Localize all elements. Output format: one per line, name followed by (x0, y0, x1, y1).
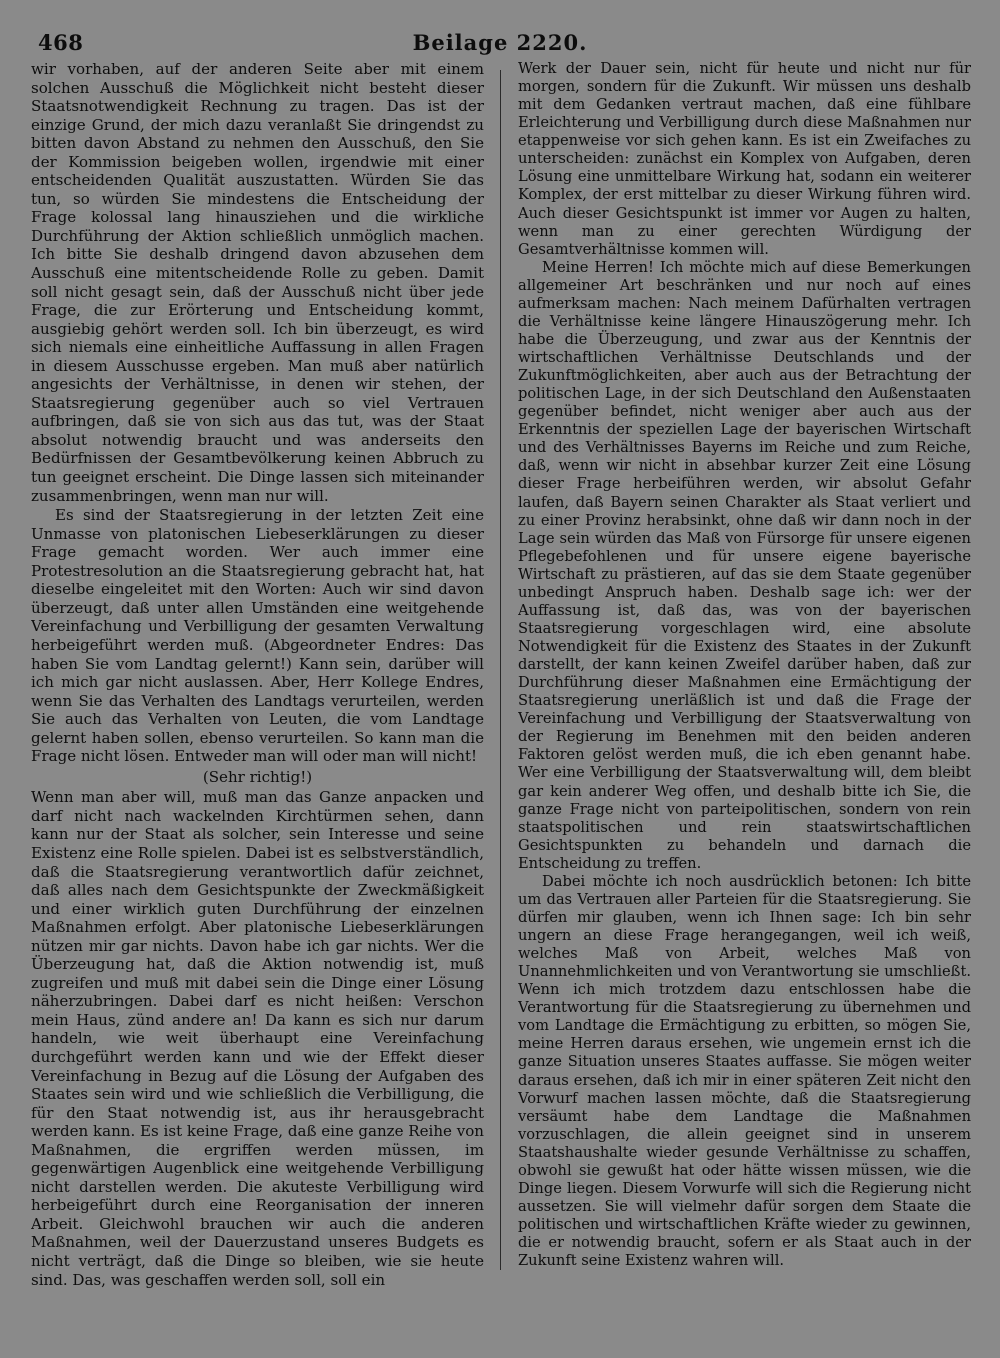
paragraph: Dabei möchte ich noch ausdrücklich betonen: Ich bitte um das Vertrauen aller Parteien für die Staatsregierung. Sie dürfen mir glauben, wenn ich Ihnen sage: Ich bin sehr ungern an diese Frage herangegangen, weil ich weiß, welches Maß von Arbeit, welches Maß von Unannehmlichkeiten und von Verantwortung sie umschließt. Wenn ich mich trotzdem dazu entschlossen habe die Verantwortung für die Staatsregierung zu übernehmen und vom Landtage die Ermächtigung zu erbitten, so mögen Sie, meine Herren daraus ersehen, wie ungemein ernst ich die ganze Situation unseres Staates auffasse. Sie mögen weiter daraus ersehen, daß ich mir in einer späteren Zeit nicht den Vorwurf machen lassen möchte, daß die Staatsregierung versäumt habe dem Landtage die Maßnahmen vorzuschlagen, die allein geeignet sind in unserem Staatshaushalte wieder gesunde Verhältnisse zu schaffen, obwohl sie gewußt hat oder hätte wissen müssen, wie die Dinge liegen. Diesem Vorwurfe will sich die Regierung nicht aussetzen. Sie will vielmehr dafür sorgen dem Staate die politischen und wirtschaftlichen Kräfte wieder zu gewinnen, die er notwendig braucht, sofern er als Staat auch in der Zukunft seine Existenz wahren will. (518, 872, 971, 1270)
running-head: Beilage 2220. (412, 30, 588, 55)
paragraph: wir vorhaben, auf der anderen Seite aber mit einem solchen Ausschuß die Möglichkeit nicht besteht dieser Staatsnotwendigkeit Rechnung zu tragen. Das ist der einzige Grund, der mich dazu veranlaßt Sie dringendst zu bitten davon Abstand zu nehmen den Ausschuß, den Sie der Kommission beigeben wollen, irgendwie mit einer entscheidenden Qualität auszustatten. Würden Sie das tun, so würden Sie mindestens die Entscheidung der Frage kolossal lang hinausziehen und die wirkliche Durchführung der Aktion schließlich unmöglich machen. Ich bitte Sie deshalb dringend davon abzusehen dem Ausschuß eine mitentscheidende Rolle zu geben. Damit soll nicht gesagt sein, daß der Ausschuß nicht über jede Frage, die zur Erörterung und Entscheidung kommt, ausgiebig gehört werden soll. Ich bin überzeugt, es wird sich niemals eine einheitliche Auffassung in allen Fragen in diesem Ausschusse ergeben. Man muß aber natürlich angesichts der Verhältnisse, in denen wir stehen, der Staatsregierung gegenüber auch so viel Vertrauen aufbringen, daß sie von sich aus das tut, was der Staat absolut notwendig braucht und was anderseits den Bedürfnissen der Gesamtbevölkerung keinen Abbruch zu tun geeignet erscheint. Die Dinge lassen sich miteinander zusammenbringen, wenn man nur will. (31, 60, 484, 505)
page-number: 468 (38, 30, 84, 55)
right-column (518, 60, 971, 1292)
interjection: (Sehr richtig!) (202, 767, 313, 786)
paragraph: Wenn man aber will, muß man das Ganze anpacken und darf nicht nach wackelnden Kirchtürmen sehen, dann kann nur der Staat als solcher, sein Interesse und seine Existenz eine Rolle spielen. Dabei ist es selbstverständlich, daß die Staatsregierung verantwortlich dafür zeichnet, daß alles nach dem Gesichtspunkte der Zweckmäßigkeit und einer wirklich guten Durchführung der einzelnen Maßnahmen erfolgt. Aber platonische Liebeserklärungen nützen mir gar nichts. Davon habe ich gar nichts. Wer die Überzeugung hat, daß die Aktion notwendig ist, muß zugreifen und muß mit dabei sein die Dinge einer Lösung näherzubringen. Dabei darf es nicht heißen: Verschon mein Haus, zünd andere an! Da kann es sich nur darum handeln, wie weit überhaupt eine Vereinfachung durchgeführt werden kann und wie der Effekt dieser Vereinfachung in Bezug auf die Lösung der Aufgaben des Staates sein wird und wie schließlich die Verbilligung, die für den Staat notwendig ist, aus ihr herausgebracht werden kann. Es ist keine Frage, daß eine ganze Reihe von Maßnahmen, die ergriffen werden müssen, im gegenwärtigen Augenblick eine weitgehende Verbilligung nicht darstellen werden. Die akuteste Verbilligung wird herbeigeführt durch eine Reorganisation der inneren Arbeit. Gleichwohl brauchen wir auch die anderen Maßnahmen, weil der Dauerzustand unseres Budgets es nicht verträgt, daß die Dinge so bleiben, wie sie heute sind. Das, was geschaffen werden soll, soll ein (31, 788, 484, 1289)
page-header (34, 30, 966, 60)
left-column (31, 60, 484, 1292)
column-divider (500, 70, 501, 1270)
paragraph: Werk der Dauer sein, nicht für heute und nicht nur für morgen, sondern für die Zukunft. Wir müssen uns deshalb mit dem Gedanken vertraut machen, daß eine fühlbare Erleichterung und Verbilligung durch diese Maßnahmen nur etappenweise vor sich gehen kann. Es ist ein Zweifaches zu unterscheiden: zunächst ein Komplex von Aufgaben, deren Lösung eine unmittelbare Wirkung hat, sodann ein weiterer Komplex, der erst mittelbar zu dieser Wirkung führen wird. Auch dieser Gesichtspunkt ist immer vor Augen zu halten, wenn man zu einer gerechten Würdigung der Gesamtverhältnisse kommen will. (518, 60, 971, 258)
paragraph: Meine Herren! Ich möchte mich auf diese Bemerkungen allgemeiner Art beschränken und nur noch auf eines aufmerksam machen: Nach meinem Dafürhalten vertragen die Verhältnisse keine längere Hinauszögerung mehr. Ich habe die Überzeugung, und zwar aus der Kenntnis der wirtschaftlichen Verhältnisse Deutschlands und der Zukunftmöglichkeiten, aber auch aus der Betrachtung der politischen Lage, in der sich Deutschland den Außenstaaten gegenüber befindet, nicht weniger aber auch aus der Erkenntnis der speziellen Lage der bayerischen Wirtschaft und des Verhältnisses Bayerns im Reiche und zum Reiche, daß, wenn wir nicht in absehbar kurzer Zeit eine Lösung dieser Frage herbeiführen werden, wir absolut Gefahr laufen, daß Bayern seinen Charakter als Staat verliert und zu einer Provinz herabsinkt, ohne daß wir dann noch in der Lage sein würden das Maß von Fürsorge für unsere eigenen Pflegebefohlenen und für unsere eigene bayerische Wirtschaft zu prästieren, auf das sie dem Staate gegenüber unbedingt Anspruch haben. Deshalb sage ich: wer der Auffassung ist, daß das, was von der bayerischen Staatsregierung vorgeschlagen wird, eine absolute Notwendigkeit für die Existenz des Staates in der Zukunft darstellt, der kann keinen Zweifel darüber haben, daß zur Durchführung dieser Maßnahmen eine Ermächtigung der Staatsregierung unerläßlich ist und daß die Frage der Vereinfachung und Verbilligung der Staatsverwaltung von der Regierung im Benehmen mit den beiden anderen Faktoren gelöst werden muß, die ich eben genannt habe. Wer eine Verbilligung der Staatsverwaltung will, dem bleibt gar kein anderer Weg offen, und deshalb bitte ich Sie, die ganze Frage nicht von parteipolitischen, sondern von rein staatspolitischen und rein staatswirtschaftlichen Gesichtspunkten zu behandeln und darnach die Entscheidung zu treffen. (518, 258, 971, 872)
paragraph: Es sind der Staatsregierung in der letzten Zeit eine Unmasse von platonischen Liebeserklärungen zu dieser Frage gemacht worden. Wer auch immer eine Protestresolution an die Staatsregierung gebracht hat, hat dieselbe eingeleitet mit den Worten: Auch wir sind davon überzeugt, daß unter allen Umständen eine weitgehende Vereinfachung und Verbilligung der gesamten Verwaltung herbeigeführt werden muß. (Abgeordneter Endres: Das haben Sie vom Landtag gelernt!) Kann sein, darüber will ich mich gar nicht auslassen. Aber, Herr Kollege Endres, wenn Sie das Verhalten des Landtags verurteilen, werden Sie auch das Verhalten von Leuten, die vom Landtage gelernt haben sollen, ebenso verurteilen. So kann man die Frage nicht lösen. Entweder man will oder man will nicht! (31, 506, 484, 766)
